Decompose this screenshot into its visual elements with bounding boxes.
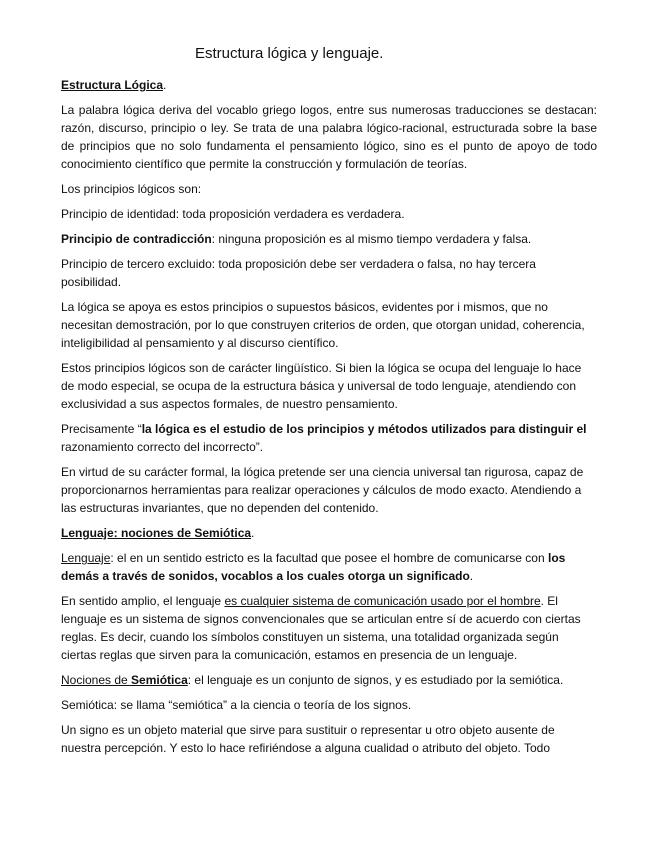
nociones-label: Nociones de [61,673,132,687]
precisely-prefix: Precisamente “ [61,422,142,436]
nociones-text: : el lenguaje es un conjunto de signos, y es estudiado por la semiótica. [187,673,564,687]
principle-contradiction-label: Principio de contradicción [61,232,212,246]
paragraph-principles-intro: Los principios lógicos son: [61,182,202,196]
paragraph-support: La lógica se apoya es estos principios o supuestos básicos, evidentes por i mismos, que no necesitan demostración, por lo que construyen criterios de orden, que otorgan unidad, coherencia, inteligibilidad al pensamiento y al discurso científico. [61,300,585,350]
nociones-bold: Semiótica [131,673,188,687]
section-heading-lenguaje-text: Lenguaje: nociones de Semiótica [61,526,252,540]
lenguaje-text: : el en un sentido estricto es la facultad que posee el hombre de comunicarse con [110,551,548,565]
document-page [61,44,597,764]
lenguaje-end: . [469,569,474,583]
paragraph-linguistic: Estos principios lógicos son de carácter lingüístico. Si bien la lógica se ocupa del lenguaje lo hace de modo especial, se ocupa de la estructura básica y universal de todo lenguaje, atendiendo con exclusividad a sus aspectos formales, de nuestro pensamiento. [61,361,582,411]
paragraph-broad-sense [61,592,597,664]
principle-contradiction-text: : ninguna proposición es al mismo tiempo verdadera y falsa. [211,232,532,246]
paragraph-intro: La palabra lógica deriva del vocablo griego logos, entre sus numerosas traducciones se destacan: razón, discurso, principio o ley. Se trata de una palabra lógico-racional, estructurada sobre la base de principios que no solo fundamenta el pensamiento lógico, sino es el punto de apoyo de todo conocimiento científico que permite la construcción y formulación de teorías. [61,103,597,171]
principle-identity: Principio de identidad: toda proposición verdadera es verdadera. [61,207,405,221]
precisely-rest: razonamiento correcto del incorrecto”. [61,440,264,454]
section-heading-logica [61,76,597,94]
paragraph-lenguaje-def [61,549,597,585]
broad-rest: . El lenguaje es un sistema de signos convencionales que se articulan entre sí de acuerdo con ciertas reglas. Es decir, cuando los símbolos constituyen un sistema, una totalidad organizada según ciertas reglas que sirven para la comunicación, estamos en presencia de un lenguaje. [61,594,581,662]
section-heading-lenguaje-suffix: . [251,526,255,540]
broad-underline: es cualquier sistema de comunicación usado por el hombre [224,594,541,608]
precisely-bold: la lógica es el estudio de los principios y métodos utilizados para distinguir el [141,422,587,436]
broad-prefix: En sentido amplio, el lenguaje [61,594,225,608]
paragraph-nociones [61,671,597,689]
principle-contradiction [61,230,597,248]
paragraph-signo: Un signo es un objeto material que sirve para sustituir o representar u otro objeto ausente de nuestra percepción. Y esto lo hace refiriéndose a alguna cualidad o atributo del objeto. Todo [61,723,555,755]
paragraph-semiotica-def: Semiótica: se llama “semiótica” a la ciencia o teoría de los signos. [61,698,412,712]
lenguaje-label: Lenguaje [61,551,111,565]
paragraph-precisely [61,420,597,456]
document-title: Estructura lógica y lenguaje. [195,45,384,62]
section-heading-lenguaje [61,524,597,542]
paragraph-formal: En virtud de su carácter formal, la lógica pretende ser una ciencia universal tan rigurosa, capaz de proporcionarnos herramientas para realizar operaciones y cálculos de modo exacto. Atendiendo a las estructuras invariantes, que no dependen del contenido. [61,465,584,515]
section-heading-logica-suffix: . [163,78,167,92]
lenguaje-bold: los demás a través de sonidos, vocablos a los cuales otorga un significado [61,551,566,583]
principle-excluded-middle: Principio de tercero excluido: toda proposición debe ser verdadera o falsa, no hay tercera posibilidad. [61,257,536,289]
section-heading-logica-text: Estructura Lógica [61,78,164,92]
